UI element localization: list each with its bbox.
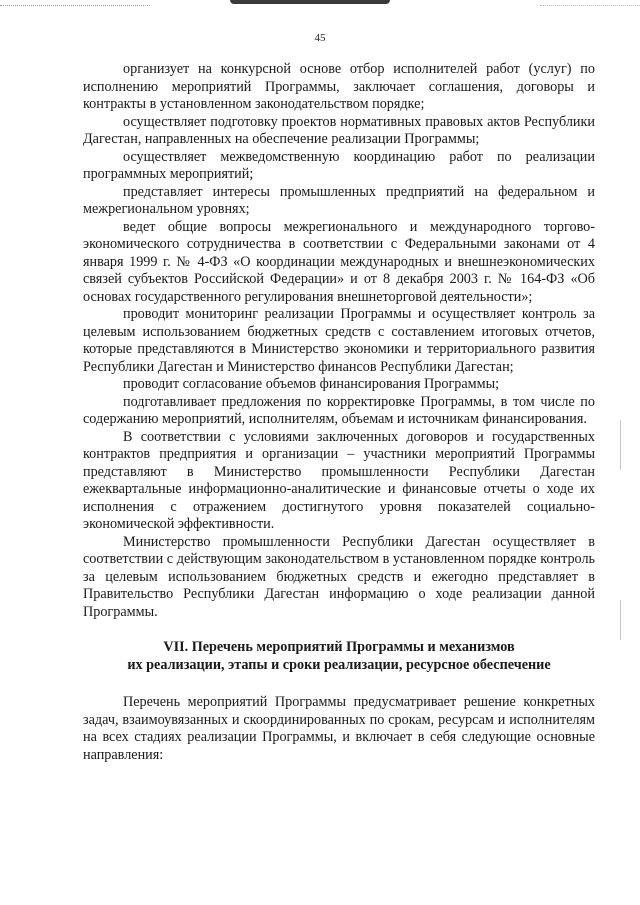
scan-binding-bar bbox=[230, 0, 390, 4]
section-heading bbox=[83, 639, 595, 674]
scan-artifact bbox=[0, 0, 640, 14]
paragraph: подготавливает предложения по корректировке Программы, в том числе по содержанию мероприятий, исполнителям, объемам и источникам финансирования. bbox=[83, 393, 595, 427]
paragraph: Перечень мероприятий Программы предусматривает решение конкретных задач, взаимоувязанных и скоординированных по срокам, ресурсам и исполнителям на всех стадиях реализации Программы, и включает в себя следующие основные направления: bbox=[83, 694, 595, 763]
paragraph: осуществляет межведомственную координацию работ по реализации программных мероприятий; bbox=[83, 148, 595, 182]
paragraph: проводит мониторинг реализации Программы и осуществляет контроль за целевым использованием бюджетных средств с составлением итоговых отчетов, которые представляются в Министерство экономики и территориального развития Республики Дагестан и Министерство финансов Республики Дагестан; bbox=[83, 306, 595, 375]
scan-dots-left bbox=[0, 5, 150, 6]
scan-dots-right bbox=[540, 5, 640, 6]
section-heading-line: VII. Перечень мероприятий Программы и механизмов bbox=[163, 639, 515, 655]
document-body bbox=[83, 61, 595, 764]
scan-margin-mark bbox=[620, 420, 621, 470]
paragraph: ведет общие вопросы межрегионального и международного торгово-экономического сотрудничества в соответствии с Федеральными законами от 4 января 1999 г. № 4-ФЗ «О координации международных и внешнеэкономических связей субъектов Российской Федерации» и от 8 декабря 2003 г. № 164-ФЗ «Об основах государственного регулирования внешнеторговой деятельности»; bbox=[83, 218, 595, 305]
paragraph: В соответствии с условиями заключенных договоров и государственных контрактов предприятия и организации – участники мероприятий Программы представляют в Министерство промышленности Республики Дагестан ежеквартальные информационно-аналитические и финансовые отчеты о ходе их исполнения с отражением достигнутого уровня показателей социально-экономической эффективности. bbox=[83, 428, 595, 532]
page-number: 45 bbox=[314, 32, 326, 44]
paragraph: представляет интересы промышленных предприятий на федеральном и межрегиональном уровнях; bbox=[83, 183, 595, 217]
paragraph: осуществляет подготовку проектов нормативных правовых актов Республики Дагестан, направленных на обеспечение реализации Программы; bbox=[83, 113, 595, 147]
section-heading-line: их реализации, этапы и сроки реализации, ресурсное обеспечение bbox=[127, 656, 551, 673]
scan-margin-mark bbox=[620, 600, 621, 640]
paragraph: проводит согласование объемов финансирования Программы; bbox=[123, 376, 500, 392]
paragraph: организует на конкурсной основе отбор исполнителей работ (услуг) по исполнению мероприятий Программы, заключает соглашения, договоры и контракты в установленном законодательством порядке; bbox=[83, 61, 595, 112]
paragraph: Министерство промышленности Республики Дагестан осуществляет в соответствии с действующим законодательством в установленном порядке контроль за целевым использованием бюджетных средств и ежегодно представляет в Правительство Республики Дагестан информацию о ходе реализации данной Программы. bbox=[83, 533, 595, 620]
